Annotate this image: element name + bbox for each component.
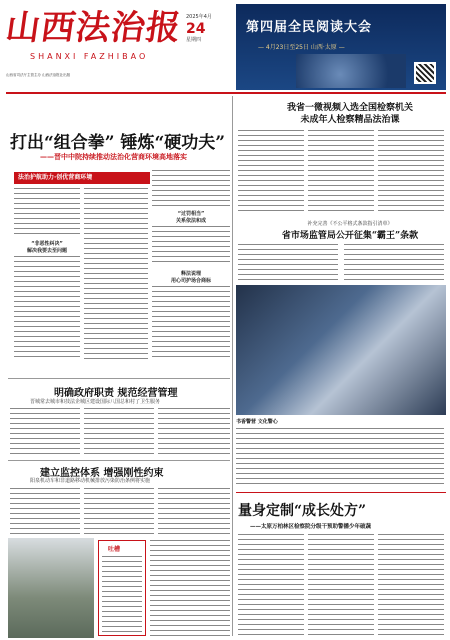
issue-date-box <box>186 14 230 44</box>
bottom-right-body-1 <box>238 534 304 636</box>
banner-title: 第四届全民阅读大会 <box>246 20 373 35</box>
right-top-body-1 <box>238 130 304 214</box>
banner-image <box>296 54 406 88</box>
right-mid-body-1 <box>238 244 338 282</box>
lower-left-body-1 <box>10 488 80 534</box>
lead-body-col3 <box>152 170 230 206</box>
lead-body-col1 <box>14 188 80 238</box>
lower-left-body-4 <box>150 540 230 636</box>
middle-left-subhead: 晋城常去城市和技法企城区建设国际八国总和村了卫生服务 <box>30 399 161 405</box>
middle-left-body-1 <box>10 408 80 458</box>
commentary-label: 吐槽 <box>108 546 121 553</box>
lower-left-subhead: 阳泉机动车和非道路移动机械排放污染防治条例将实施 <box>30 478 151 484</box>
photo-caption: 书香警营 文化警心 <box>236 419 278 425</box>
section-divider-2 <box>8 460 230 461</box>
section-divider-3 <box>236 492 446 493</box>
column-divider <box>232 96 233 636</box>
photo-caption-body <box>236 428 444 484</box>
lower-left-body-2 <box>84 488 154 534</box>
middle-left-body-3 <box>158 408 230 458</box>
issue-weekday: 星期四 <box>186 37 202 43</box>
banner-dates: — 4月23日至25日 山西·太原 — <box>258 44 345 51</box>
lead-inner-title-2: 解决我要去至问题 <box>26 248 67 254</box>
reading-conference-banner <box>236 4 446 90</box>
masthead-title: 山西法治报 <box>3 8 184 48</box>
qr-code-icon <box>414 62 436 84</box>
masthead-sponsor: 山西省司法厅主管主办 山西法治报社出版 <box>6 73 71 77</box>
soldier-photo <box>8 538 94 638</box>
lower-left-body-3 <box>158 488 230 534</box>
right-top-body-3 <box>378 130 444 214</box>
bottom-right-headline: 量身定制“成长处方” <box>238 503 367 519</box>
section-divider-1 <box>8 378 230 379</box>
issue-day: 24 <box>186 21 206 37</box>
lower-left-headline: 建立监控体系 增强刚性约束 <box>40 468 164 479</box>
bottom-right-body-2 <box>308 534 374 636</box>
masthead-pinyin: SHANXI FAZHIBAO <box>30 52 149 61</box>
lead-section-tag: 法治护航助力·创优营商环境 <box>14 172 150 184</box>
middle-left-headline: 明确政府职责 规范经营管理 <box>54 388 178 399</box>
lead-body-col3b <box>152 226 230 266</box>
lead-body-col3c <box>152 286 230 360</box>
lead-inner-title-6: 用心司护场合商标 <box>170 278 211 284</box>
right-top-headline: 我省一微视频入选全国检察机关 未成年人检察精品法治课 <box>286 103 413 125</box>
lead-body-col1b <box>14 256 80 360</box>
commentary-body <box>102 556 142 632</box>
lead-body-col2 <box>84 188 148 360</box>
police-reading-photo <box>236 285 446 415</box>
right-mid-headline: 省市场监管局公开征集“霸王”条款 <box>281 231 419 241</box>
lead-subhead: ——晋中中院持续推动法治化营商环境高地落实 <box>40 153 187 161</box>
right-mid-subhead: 补充完善《不公平格式条款指引清单》 <box>307 221 393 227</box>
right-top-body-2 <box>308 130 374 214</box>
lead-headline: 打出“组合拳” 锤炼“硬功夫” <box>10 133 226 153</box>
masthead-rule <box>6 92 446 94</box>
bottom-right-body-3 <box>378 534 444 636</box>
lead-inner-title-1: “非恶性纠决” <box>31 241 63 247</box>
issue-date: 2025年4月 <box>186 14 212 20</box>
middle-left-body-2 <box>84 408 154 458</box>
lead-inner-title-3: “过罚相当” <box>177 211 205 217</box>
right-mid-body-2 <box>344 244 444 282</box>
bottom-right-subhead: ——太原万柏林区检察院分级干预助警播少年破蔬 <box>250 524 372 530</box>
lead-inner-title-4: 关系依法和成 <box>175 218 206 224</box>
lead-inner-title-5: 释法说理 <box>180 271 201 277</box>
